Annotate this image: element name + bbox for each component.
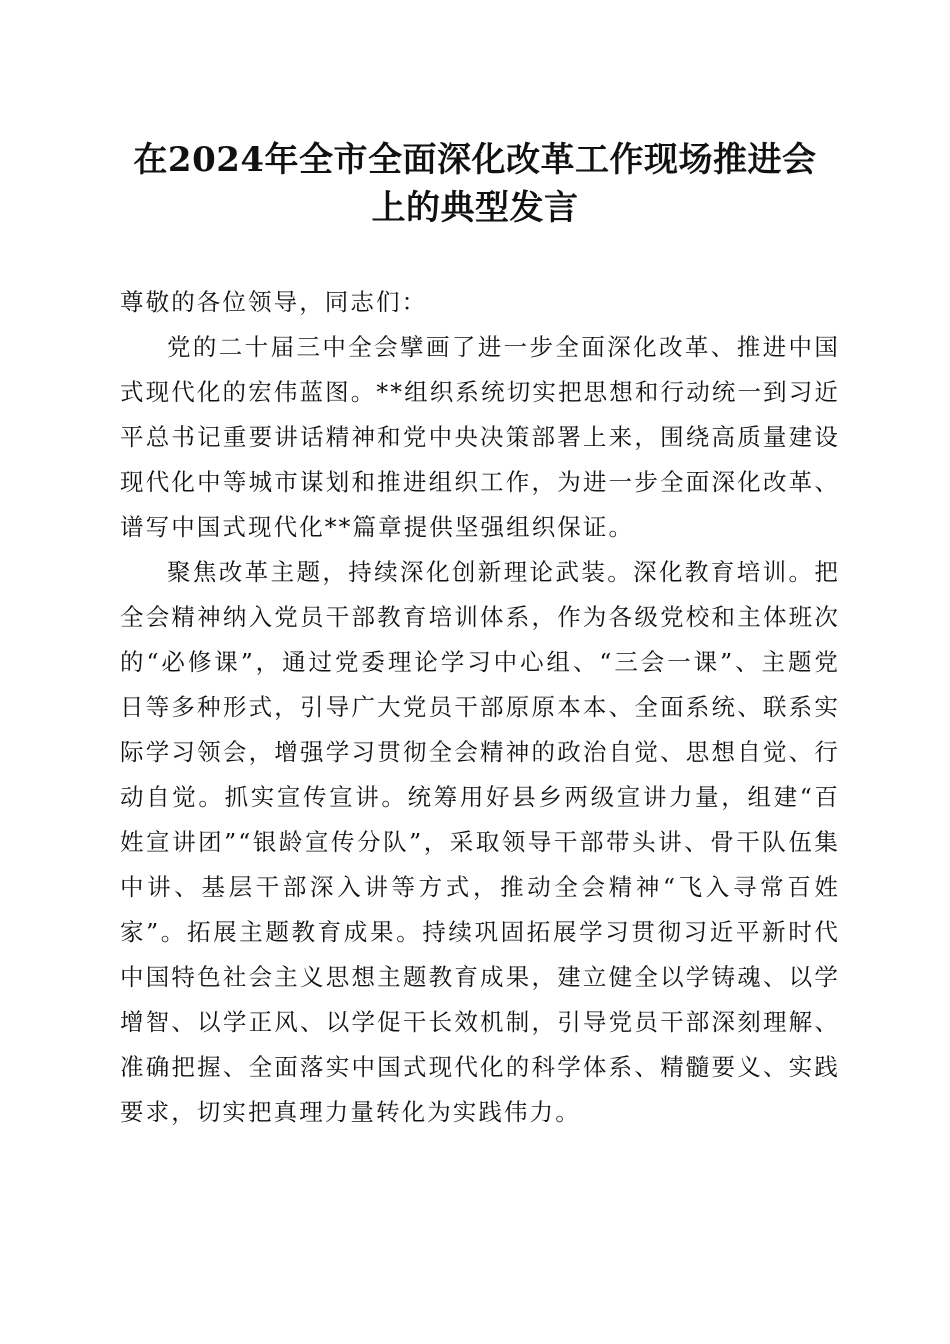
document-body <box>120 280 840 1135</box>
title-line-1: 在2024年全市全面深化改革工作现场推进会 <box>133 140 817 180</box>
salutation: 尊敬的各位领导，同志们： <box>120 288 428 316</box>
paragraph-intro: 党的二十届三中全会擘画了进一步全面深化改革、推进中国式现代化的宏伟蓝图。**组织系统切实把思想和行动统一到习近平总书记重要讲话精神和党中央决策部署上来，围绕高质量建设现代化中等城市谋划和推进组织工作，为进一步全面深化改革、谱写中国式现代化**篇章提供坚强组织保证。 <box>120 333 840 541</box>
paragraph-theory-study: 聚焦改革主题，持续深化创新理论武装。深化教育培训。把全会精神纳入党员干部教育培训体系，作为各级党校和主体班次的“必修课”，通过党委理论学习中心组、“三会一课”、主题党日等多种形式，引导广大党员干部原原本本、全面系统、联系实际学习领会，增强学习贯彻全会精神的政治自觉、思想自觉、行动自觉。抓实宣传宣讲。统筹用好县乡两级宣讲力量，组建“百姓宣讲团”“银龄宣传分队”，采取领导干部带头讲、骨干队伍集中讲、基层干部深入讲等方式，推动全会精神“飞入寻常百姓家”。拓展主题教育成果。持续巩固拓展学习贯彻习近平新时代中国特色社会主义思想主题教育成果，建立健全以学铸魂、以学增智、以学正风、以学促干长效机制，引导党员干部深刻理解、准确把握、全面落实中国式现代化的科学体系、精髓要义、实践要求，切实把真理力量转化为实践伟力。 <box>120 558 840 1126</box>
document-title <box>110 136 840 232</box>
title-line-2: 上的典型发言 <box>371 188 579 228</box>
